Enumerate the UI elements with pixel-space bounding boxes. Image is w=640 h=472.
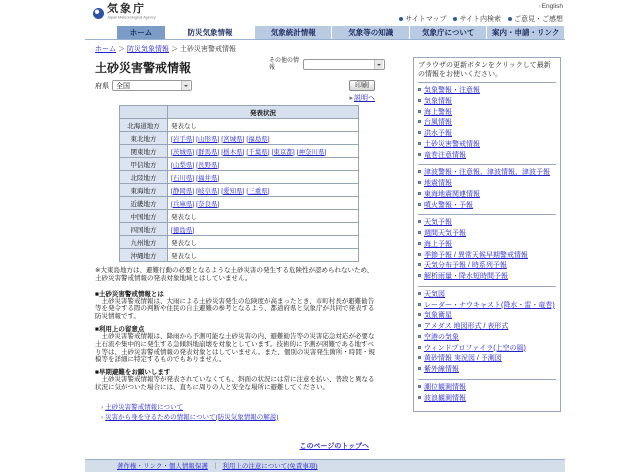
status-table-row	[120, 119, 359, 132]
breadcrumb-separator: ＞	[118, 46, 125, 53]
main-column	[85, 55, 385, 451]
footer	[85, 459, 565, 472]
sidebar-item[interactable]	[418, 312, 556, 321]
utility-link[interactable]	[399, 14, 446, 24]
square-bullet-icon	[418, 385, 421, 388]
sidebar-group	[418, 379, 556, 408]
square-bullet-icon	[418, 303, 421, 306]
prefecture-link[interactable]: [ 東京都 ]	[272, 149, 295, 156]
section-heading: ■早期避難をお願いします	[95, 369, 171, 377]
breadcrumb-current: 土砂災害警戒情報	[180, 46, 236, 53]
sidebar-item[interactable]	[418, 241, 556, 250]
title-row	[95, 58, 385, 76]
related-link-item	[101, 402, 385, 411]
sidebar-link[interactable]: 台風情報	[424, 119, 452, 127]
sidebar-item[interactable]	[418, 366, 556, 375]
sidebar-link[interactable]: 波浪観測情報	[424, 394, 466, 402]
square-bullet-icon	[418, 170, 421, 173]
sidebar-item[interactable]	[418, 180, 556, 189]
square-bullet-icon	[418, 356, 421, 359]
region-cell: 甲信地方	[120, 158, 168, 171]
footer-copyright-link[interactable]: 著作権・リンク・個人情報保護	[117, 463, 208, 471]
sidebar-item[interactable]	[418, 302, 556, 311]
sidebar-link[interactable]: 洪水予報	[424, 130, 452, 138]
content	[85, 55, 565, 451]
status-cell	[168, 210, 359, 223]
nav-divider	[85, 39, 565, 40]
sidebar-link[interactable]: 週間天気予報	[424, 230, 466, 238]
no-announcement-text: 発表なし	[171, 239, 197, 247]
page-top-row	[95, 441, 369, 451]
sidebar-item[interactable]	[418, 130, 556, 139]
sidebar-link[interactable]: 海上警報	[424, 108, 452, 116]
sidebar-group	[418, 286, 556, 379]
status-table-row	[120, 158, 359, 171]
prefecture-link[interactable]: [ 福井県 ]	[196, 175, 219, 182]
prefecture-link[interactable]: [ 山形県 ]	[196, 136, 219, 143]
print-button[interactable]: 印刷	[349, 80, 375, 91]
page-title: 土砂災害警戒情報	[95, 61, 192, 75]
square-bullet-icon	[418, 220, 421, 223]
section-body: 土砂災害警戒情報は、降雨から予測可能な土砂災害の内、避難勧告等の災害応急対応が必要な土石流や集中的に発生する急傾斜地崩壊を対象としています。技術的に予測が困難である地すべり等は、土砂災害警戒情報の発表対象とはしていません。また、個別の災害発生箇所・時間・規模等を詳細に特定するものでもありません。	[95, 332, 375, 364]
sidebar-link[interactable]: 黄砂情報 実況図 / 予測図	[424, 355, 502, 363]
explanation-sections	[95, 289, 377, 392]
status-table-row	[120, 132, 359, 145]
prefecture-link[interactable]: [ 栃木県 ]	[221, 149, 244, 156]
square-bullet-icon	[418, 181, 421, 184]
square-bullet-icon	[418, 153, 421, 156]
agency-name-english: Japan Meteorological Agency	[107, 16, 156, 20]
prefecture-link[interactable]: [ 岐阜県 ]	[196, 188, 219, 195]
status-table	[119, 105, 359, 262]
explanation-row	[95, 93, 375, 103]
square-bullet-icon	[418, 120, 421, 123]
sidebar-link[interactable]: 気象衛星	[424, 312, 452, 320]
status-cell	[168, 132, 359, 145]
sidebar-item[interactable]	[418, 219, 556, 228]
status-cell	[168, 145, 359, 158]
related-links	[95, 402, 385, 421]
sidebar-link[interactable]: 気象警報・注意報	[424, 87, 480, 95]
status-table-row	[120, 223, 359, 236]
region-cell: 関東地方	[120, 145, 168, 158]
sidebar-link[interactable]: 天気分布予報 / 時系列予報	[424, 262, 507, 270]
sidebar-link[interactable]: 空港の気象	[424, 333, 459, 341]
region-cell: 沖縄地方	[120, 249, 168, 262]
sidebar-item[interactable]	[418, 98, 556, 107]
status-table-row	[120, 249, 359, 262]
square-bullet-icon	[418, 346, 421, 349]
status-cell	[168, 223, 359, 236]
breadcrumb-link[interactable]: 防災気象情報	[127, 46, 169, 53]
section-body: 土砂災害警戒情報は、大雨による土砂災害発生の危険度が高まったとき、市町村長が避難勧告等を発令する際の判断や住民の自主避難の参考となるよう、都道府県と気象庁が共同で発表する防災情報です。	[95, 297, 375, 321]
footer-disclaimer-link[interactable]: 利用上の注意について(免責事項)	[222, 463, 318, 471]
sidebar-link[interactable]: 天気予報	[424, 219, 452, 227]
related-link-item	[101, 412, 385, 421]
square-bullet-icon	[418, 142, 421, 145]
sidebar-link[interactable]: 気象情報	[424, 97, 452, 105]
prefecture-link[interactable]: [ 奈良県 ]	[196, 201, 219, 208]
region-cell: 近畿地方	[120, 197, 168, 210]
sidebar-link[interactable]: 地震情報	[424, 180, 452, 188]
sidebar-item[interactable]	[418, 109, 556, 118]
sidebar-item[interactable]	[418, 291, 556, 300]
nav-tab-3[interactable]: 気象等の知識	[332, 26, 409, 39]
status-table-row	[120, 145, 359, 158]
status-cell	[168, 184, 359, 197]
square-bullet-icon	[418, 292, 421, 295]
sidebar-link[interactable]: 噴火警報・予報	[424, 201, 473, 209]
status-table-row	[120, 197, 359, 210]
jma-logo-icon	[93, 8, 104, 19]
prefecture-link[interactable]: [ 福島県 ]	[246, 136, 269, 143]
square-bullet-icon	[418, 263, 421, 266]
prefecture-link[interactable]: [ 石川県 ]	[171, 175, 194, 182]
nav-tab-1[interactable]: 防災気象情報	[166, 26, 254, 39]
sidebar-item[interactable]	[418, 252, 556, 261]
nav-tab-4[interactable]: 気象庁について	[410, 26, 487, 39]
prefecture-link[interactable]: [ 山梨県 ]	[171, 162, 194, 169]
square-bullet-icon	[418, 203, 421, 206]
square-bullet-icon	[418, 99, 421, 102]
sidebar-item[interactable]	[418, 384, 556, 393]
daito-islands-note: ※大東島地方は、避難行動の必要となるような土砂災害の発生する危険性が認められないため、土砂災害警戒情報の発表対象地域とはしていません。	[95, 267, 374, 282]
table-corner-cell	[120, 106, 168, 119]
square-bullet-icon	[418, 192, 421, 195]
prefecture-link[interactable]: [ 宮城県 ]	[221, 136, 244, 143]
agency-name: 気象庁	[107, 3, 146, 15]
utility-link-label[interactable]: サイト内検索	[459, 15, 501, 23]
square-bullet-icon	[418, 131, 421, 134]
jma-page	[85, 0, 565, 472]
other-info-label: その他の情報	[269, 58, 300, 71]
breadcrumb-link[interactable]: ホーム	[95, 46, 116, 53]
sidebar-link[interactable]: 竜巻注意情報	[424, 151, 466, 159]
status-table-row	[120, 184, 359, 197]
other-info-control	[269, 58, 385, 72]
square-bullet-icon	[418, 335, 421, 338]
sidebar-item[interactable]	[418, 355, 556, 364]
no-announcement-text: 発表なし	[171, 213, 197, 221]
refresh-notice: ブラウザの更新ボタンをクリックして最新の情報をお使いください。	[418, 62, 551, 79]
square-bullet-icon	[418, 324, 421, 327]
prefecture-link[interactable]: [ 三重県 ]	[246, 188, 269, 195]
sidebar-group	[418, 82, 556, 164]
sidebar-item[interactable]	[418, 141, 556, 150]
sidebar-item[interactable]	[418, 262, 556, 271]
status-table-row	[120, 236, 359, 249]
footer-separator: ｜	[211, 463, 219, 471]
top-links	[399, 4, 565, 24]
sidebar-item[interactable]	[418, 191, 556, 200]
prefecture-link[interactable]: [ 長野県 ]	[196, 162, 219, 169]
sidebar-link[interactable]: アメダス 地図形式 / 表形式	[424, 323, 509, 331]
sidebar-group	[418, 164, 556, 214]
utility-link[interactable]	[453, 14, 501, 24]
sidebar-item[interactable]	[418, 230, 556, 239]
english-link[interactable]: › English	[539, 3, 564, 10]
status-header-cell: 発表状況	[168, 106, 359, 119]
region-cell: 北海道地方	[120, 119, 168, 132]
circle-bullet-icon	[453, 17, 457, 21]
sidebar-item[interactable]	[418, 152, 556, 161]
sidebar-link[interactable]: ウィンドプロファイラ(上空の風)	[424, 344, 526, 352]
prefecture-link[interactable]: [ 茨城県 ]	[171, 149, 194, 156]
square-bullet-icon	[418, 231, 421, 234]
status-cell	[168, 119, 359, 132]
region-cell: 四国地方	[120, 223, 168, 236]
prefecture-link[interactable]: [ 兵庫県 ]	[171, 201, 194, 208]
related-link[interactable]: 土砂災害警戒情報について	[105, 403, 184, 411]
sidebar-link[interactable]: 季節予報 / 異常天候早期警戒情報	[424, 251, 528, 259]
jma-logo[interactable]	[93, 4, 185, 22]
sidebar-item[interactable]	[418, 334, 556, 343]
prefecture-link[interactable]: [ 群馬県 ]	[196, 149, 219, 156]
sidebar-item[interactable]	[418, 345, 556, 354]
utility-link-label[interactable]: ご意見・ご感想	[514, 15, 563, 23]
main-nav	[85, 26, 565, 39]
status-table-row	[120, 171, 359, 184]
sidebar-item[interactable]	[418, 273, 556, 282]
square-bullet-icon	[418, 396, 421, 399]
controls-row	[95, 80, 385, 91]
breadcrumb	[95, 44, 565, 54]
prefecture-link[interactable]: [ 千葉県 ]	[246, 149, 269, 156]
nav-tab-0[interactable]: ホーム	[117, 26, 165, 39]
square-bullet-icon	[418, 242, 421, 245]
status-cell	[168, 171, 359, 184]
prefecture-link[interactable]: [ 徳島県 ]	[171, 227, 194, 234]
region-cell: 東海地方	[120, 184, 168, 197]
prefecture-link[interactable]: [ 愛知県 ]	[221, 188, 244, 195]
sidebar-link-groups	[418, 82, 556, 407]
utility-link[interactable]	[508, 14, 563, 24]
status-table-row	[120, 210, 359, 223]
section-body: 土砂災害警戒情報等が発表されていなくても、斜面の状況には常に注意を払い、普段と異なる状況に気がついた場合には、直ちに周りの人と安全な場所に避難してください。	[95, 376, 375, 391]
sidebar-item[interactable]	[418, 87, 556, 96]
prefecture-select-label: 府県	[95, 82, 109, 90]
square-bullet-icon	[418, 313, 421, 316]
sidebar-item[interactable]	[418, 169, 556, 178]
chevron-down-icon	[181, 81, 190, 90]
prefecture-link[interactable]: [ 岩手県 ]	[171, 136, 194, 143]
sidebar-link[interactable]: レーダー・ナウキャスト(降水・雷・竜巻)	[424, 301, 555, 309]
sidebar-link[interactable]: 東海地震関連情報	[424, 190, 480, 198]
utility-link-label[interactable]: サイトマップ	[405, 15, 447, 23]
sidebar-link[interactable]: 土砂災害警戒情報	[424, 140, 480, 148]
no-announcement-text: 発表なし	[171, 252, 197, 260]
circle-bullet-icon	[508, 17, 512, 21]
sidebar	[413, 57, 561, 412]
sidebar-item[interactable]	[418, 395, 556, 404]
square-bullet-icon	[418, 110, 421, 113]
square-bullet-icon	[418, 253, 421, 256]
status-cell	[168, 236, 359, 249]
prefecture-select[interactable]: 全国	[112, 80, 192, 91]
utility-links	[399, 14, 563, 24]
sidebar-link[interactable]: 津波警報・注意報、津波情報、津波予報	[424, 169, 550, 177]
region-cell: 東北地方	[120, 132, 168, 145]
sidebar-link[interactable]: 天気図	[424, 290, 445, 298]
sidebar-link[interactable]: 解析雨量・降水短時間予報	[424, 273, 508, 281]
nav-tab-2[interactable]: 気象統計情報	[255, 26, 332, 39]
region-cell: 北陸地方	[120, 171, 168, 184]
sidebar-item[interactable]	[418, 119, 556, 128]
square-bullet-icon	[418, 367, 421, 370]
prefecture-link[interactable]: [ 神奈川県 ]	[297, 149, 327, 156]
page-top-link[interactable]: このページのトップへ	[299, 442, 369, 450]
nav-tab-5[interactable]: 案内・申請・リンク	[487, 26, 564, 39]
sidebar-link[interactable]: 潮位観測情報	[424, 383, 466, 391]
square-bullet-icon	[418, 274, 421, 277]
status-cell	[168, 158, 359, 171]
breadcrumb-separator: ＞	[171, 46, 178, 53]
sidebar-item[interactable]	[418, 202, 556, 211]
explanation-link[interactable]: ▸ 説明へ	[349, 95, 375, 102]
status-cell	[168, 249, 359, 262]
top-bar	[85, 0, 565, 23]
no-announcement-text: 発表なし	[171, 122, 197, 130]
sidebar-link[interactable]: 紫外線情報	[424, 366, 459, 374]
region-cell: 九州地方	[120, 236, 168, 249]
region-cell: 中国地方	[120, 210, 168, 223]
prefecture-link[interactable]: [ 静岡県 ]	[171, 188, 194, 195]
status-table-header-row	[120, 106, 359, 119]
sidebar-item[interactable]	[418, 323, 556, 332]
sidebar-link[interactable]: 海上予報	[424, 240, 452, 248]
sidebar-group	[418, 214, 556, 286]
related-link[interactable]: 災害から身を守るための情報について(防災気象情報の解説)	[105, 413, 279, 421]
section-heading: ■利用上の留意点	[95, 325, 145, 333]
square-bullet-icon	[418, 88, 421, 91]
section-heading: ■土砂災害警戒情報とは	[95, 290, 164, 298]
status-cell	[168, 197, 359, 210]
other-info-select[interactable]	[303, 59, 385, 70]
circle-bullet-icon	[399, 17, 403, 21]
chevron-down-icon	[374, 60, 383, 69]
